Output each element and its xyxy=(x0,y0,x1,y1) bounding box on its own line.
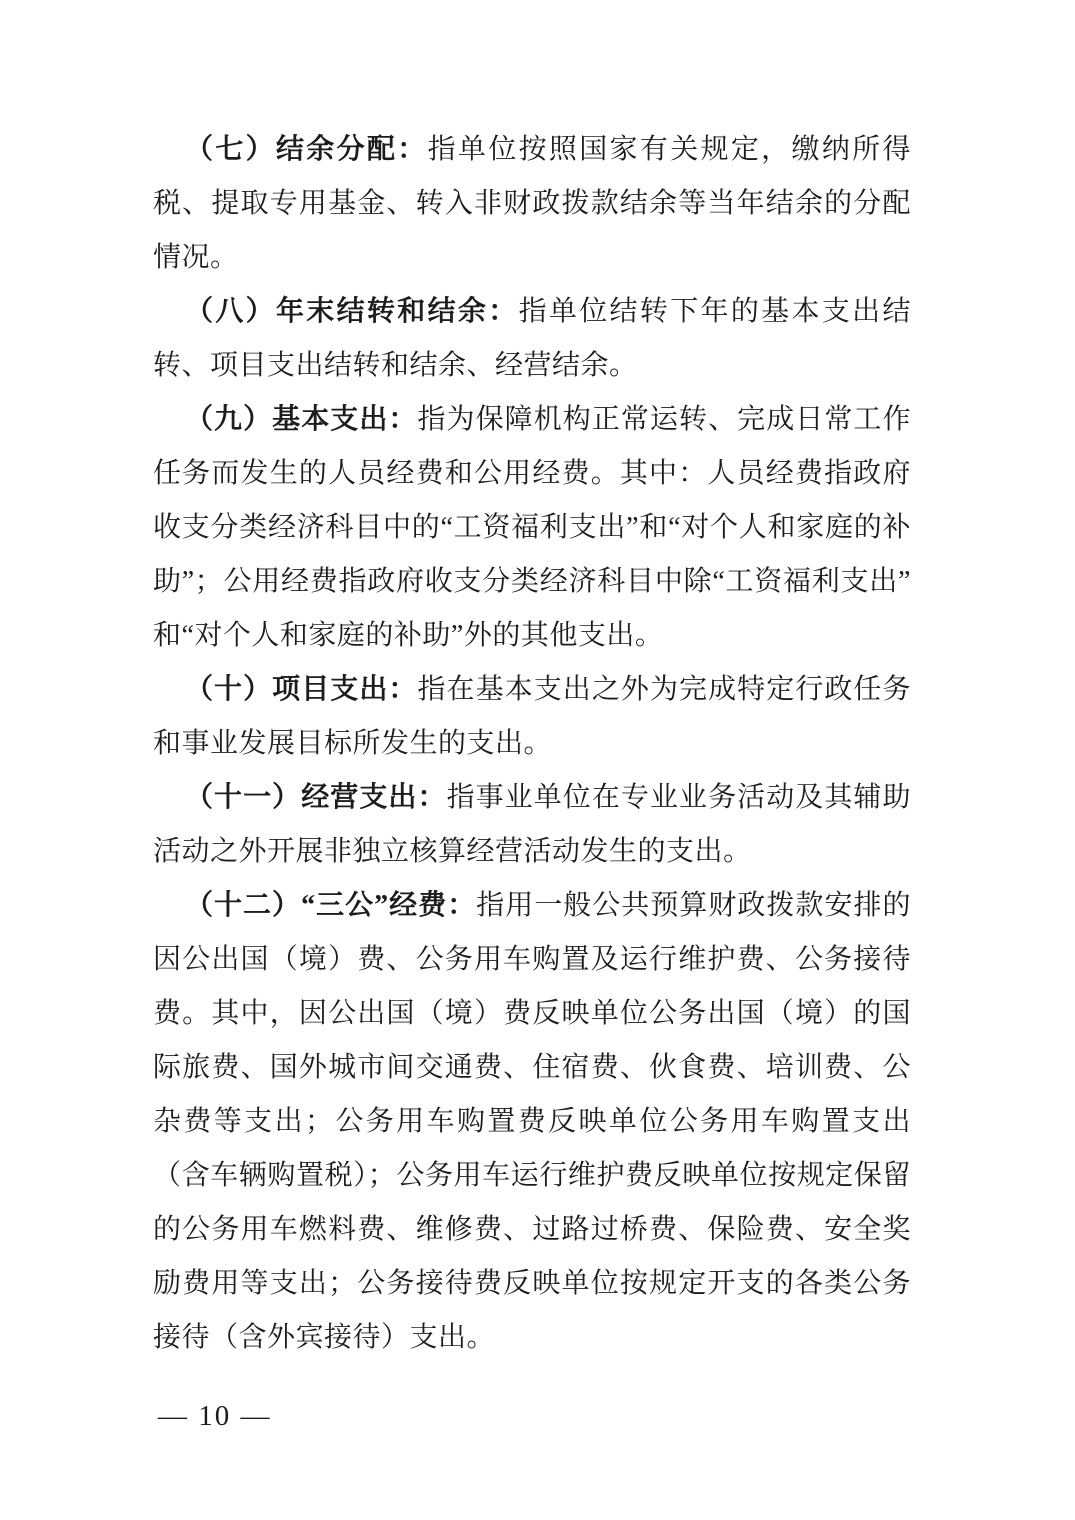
paragraph-heading: （九）基本支出： xyxy=(185,404,418,435)
paragraph-heading: （七）结余分配： xyxy=(185,134,428,165)
paragraph-body: 指单位结转下年的基本支出结转、项目支出结转和结余、经营结余。 xyxy=(153,296,911,381)
paragraph-balance-distribution xyxy=(153,123,911,285)
paragraph-body: 指用一般公共预算财政拨款安排的因公出国（境）费、公务用车购置及运行维护费、公务接待费。其中，因公出国（境）费反映单位公务出国（境）的国际旅费、国外城市间交通费、住宿费、伙食费、培训费、公杂费等支出；公务用车购置费反映单位公务用车购置支出（含车辆购置税）；公务用车运行维护费反映单位按规定保留的公务用车燃料费、维修费、过路过桥费、保险费、安全奖励费用等支出；公务接待费反映单位按规定开支的各类公务接待（含外宾接待）支出。 xyxy=(153,890,911,1353)
paragraph-body: 指事业单位在专业业务活动及其辅助活动之外开展非独立核算经营活动发生的支出。 xyxy=(153,782,911,867)
paragraph-heading: （十二）“三公”经费： xyxy=(185,890,477,921)
paragraph-operating-expenditure xyxy=(153,771,911,879)
paragraph-basic-expenditure xyxy=(153,393,911,663)
paragraph-body: 指在基本支出之外为完成特定行政任务和事业发展目标所发生的支出。 xyxy=(153,674,911,759)
paragraph-heading: （十一）经营支出： xyxy=(185,782,447,813)
document-content xyxy=(153,123,911,1365)
paragraph-three-public-funds xyxy=(153,879,911,1365)
paragraph-yearend-carryover xyxy=(153,285,911,393)
paragraph-body: 指单位按照国家有关规定，缴纳所得税、提取专用基金、转入非财政拨款结余等当年结余的分配情况。 xyxy=(153,134,911,273)
paragraph-heading: （八）年末结转和结余： xyxy=(185,296,519,327)
page-number: — 10 — xyxy=(158,1400,272,1432)
paragraph-heading: （十）项目支出： xyxy=(185,674,418,705)
paragraph-project-expenditure xyxy=(153,663,911,771)
paragraph-body: 指为保障机构正常运转、完成日常工作任务而发生的人员经费和公用经费。其中：人员经费指政府收支分类经济科目中的“工资福利支出”和“对个人和家庭的补助”；公用经费指政府收支分类经济科目中除“工资福利支出”和“对个人和家庭的补助”外的其他支出。 xyxy=(153,404,911,651)
